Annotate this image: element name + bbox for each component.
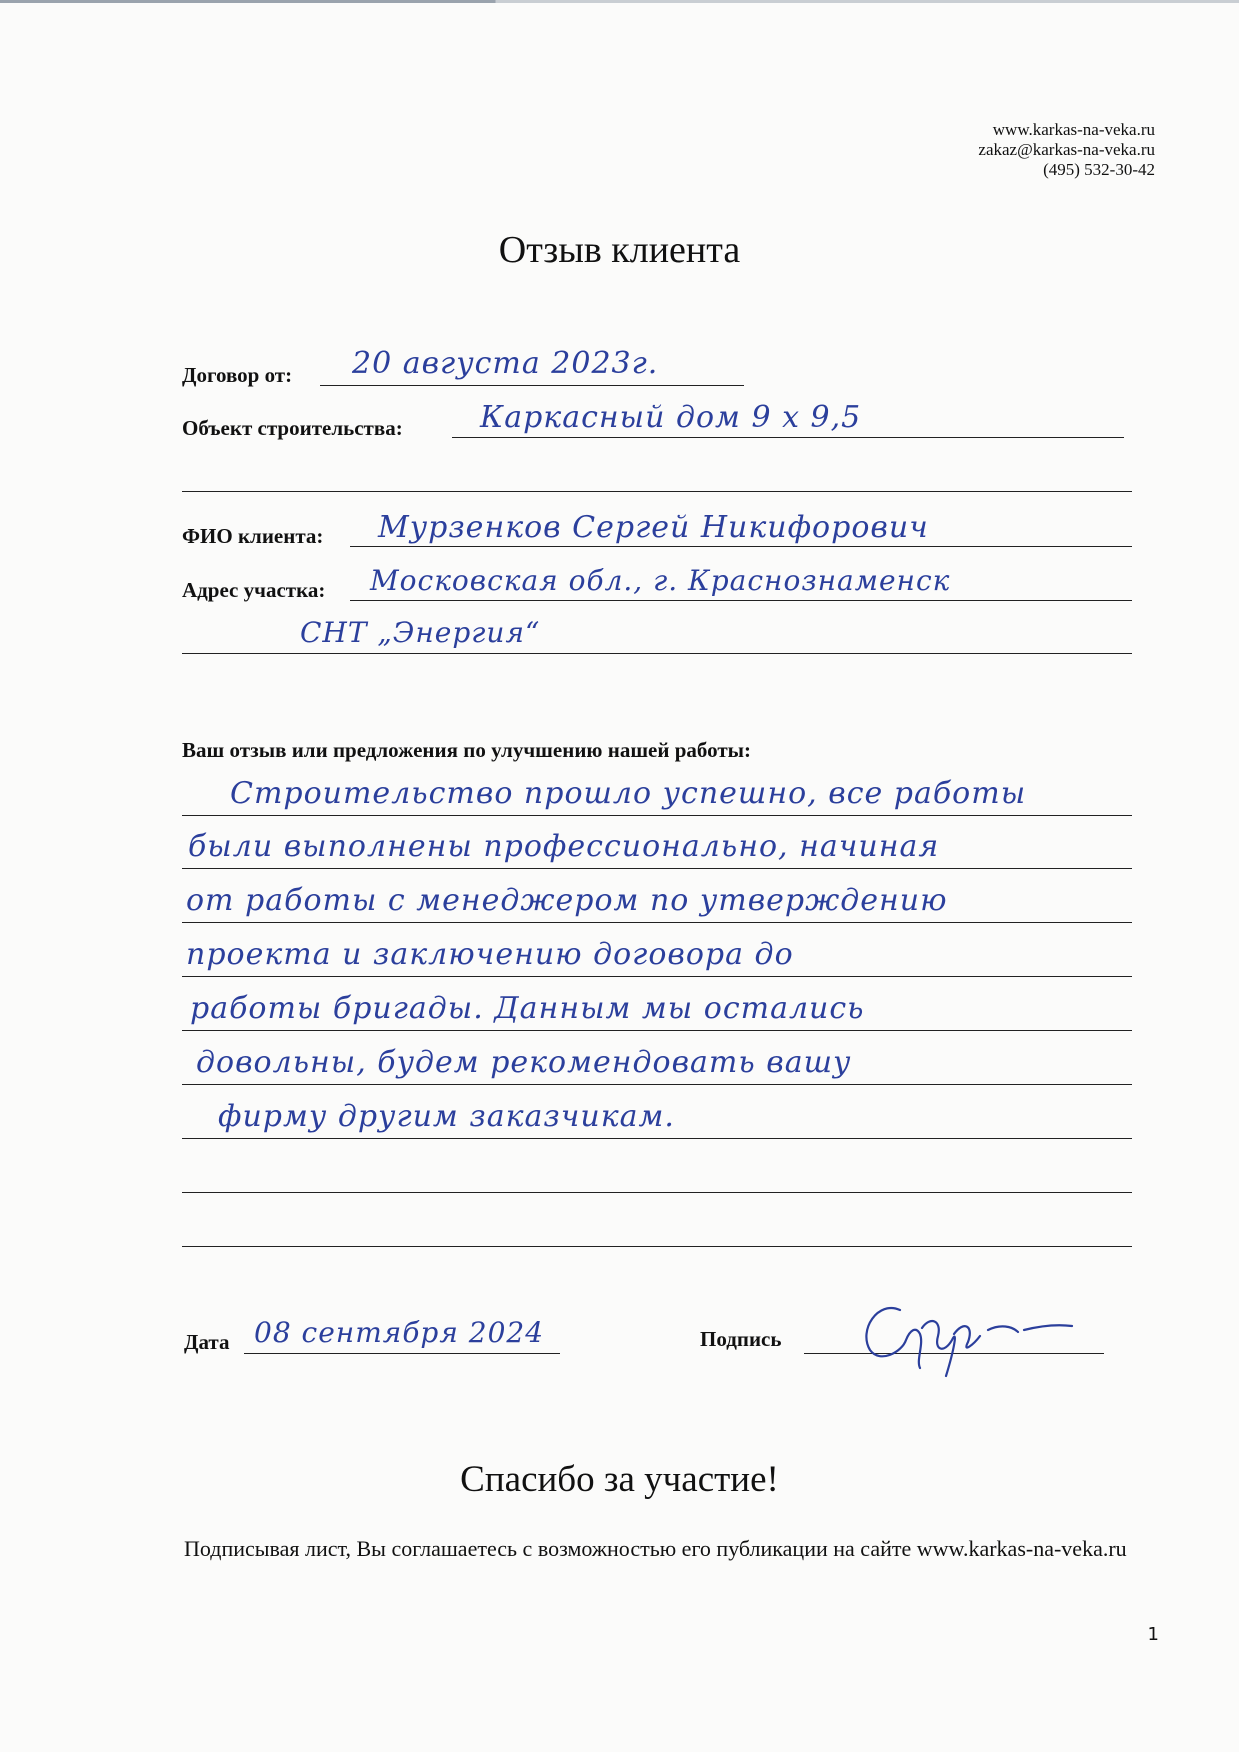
date-line (244, 1353, 560, 1354)
object-line (452, 437, 1124, 438)
contract-line (320, 385, 744, 386)
email-link[interactable]: zakaz@karkas-na-veka.ru (978, 140, 1155, 159)
signature-label: Подпись (700, 1327, 782, 1351)
feedback-text-line: фирму другим заказчикам. (218, 1099, 675, 1134)
object-label: Объект строительства: (182, 416, 403, 440)
blank-line (182, 491, 1132, 492)
feedback-line (182, 976, 1132, 977)
feedback-text-line: работы бригады. Данным мы остались (190, 991, 865, 1026)
feedback-text-line: Строительство прошло успешно, все работы (230, 776, 1027, 811)
thanks-message: Спасибо за участие! (460, 1459, 779, 1500)
scan-top-edge (0, 0, 1239, 3)
handwritten-signature (850, 1290, 1080, 1380)
client-line (350, 546, 1132, 547)
feedback-line (182, 922, 1132, 923)
feedback-line (182, 1138, 1132, 1139)
date-value: 08 сентября 2024 (254, 1316, 545, 1349)
publication-consent: Подписывая лист, Вы соглашаетесь с возможностью его публикации на сайте www.karkas-na-veka.ru (184, 1536, 1127, 1561)
feedback-text-line: довольны, будем рекомендовать вашу (196, 1045, 852, 1080)
website-link[interactable]: www.karkas-na-veka.ru (992, 120, 1155, 139)
address-label: Адрес участка: (182, 578, 326, 602)
feedback-line (182, 815, 1132, 816)
feedback-text-line: проекта и заключению договора до (186, 937, 794, 972)
object-value: Каркасный дом 9 х 9,5 (480, 400, 862, 435)
phone-number: (495) 532-30-42 (1043, 160, 1155, 179)
contact-block (978, 120, 1155, 180)
date-label: Дата (184, 1330, 230, 1354)
feedback-line (182, 1192, 1132, 1193)
feedback-line (182, 868, 1132, 869)
feedback-text-line: от работы с менеджером по утверждению (186, 883, 948, 918)
feedback-line (182, 1030, 1132, 1031)
feedback-label: Ваш отзыв или предложения по улучшению нашей работы: (182, 738, 752, 762)
address-value-line-1: Московская обл., г. Краснознаменск (370, 564, 951, 597)
client-name-value: Мурзенков Сергей Никифорович (378, 510, 929, 545)
client-label: ФИО клиента: (182, 524, 324, 548)
feedback-text-line: были выполнены профессионально, начиная (188, 829, 940, 864)
contract-date-value: 20 августа 2023г. (352, 346, 659, 381)
feedback-line (182, 1084, 1132, 1085)
contract-label: Договор от: (182, 363, 293, 387)
page-title: Отзыв клиента (498, 229, 741, 271)
address-line-2 (182, 653, 1132, 654)
feedback-line (182, 1246, 1132, 1247)
page-number: 1 (1147, 1624, 1159, 1645)
address-value-line-2: СНТ „Энергия“ (300, 616, 541, 649)
address-line (350, 600, 1132, 601)
